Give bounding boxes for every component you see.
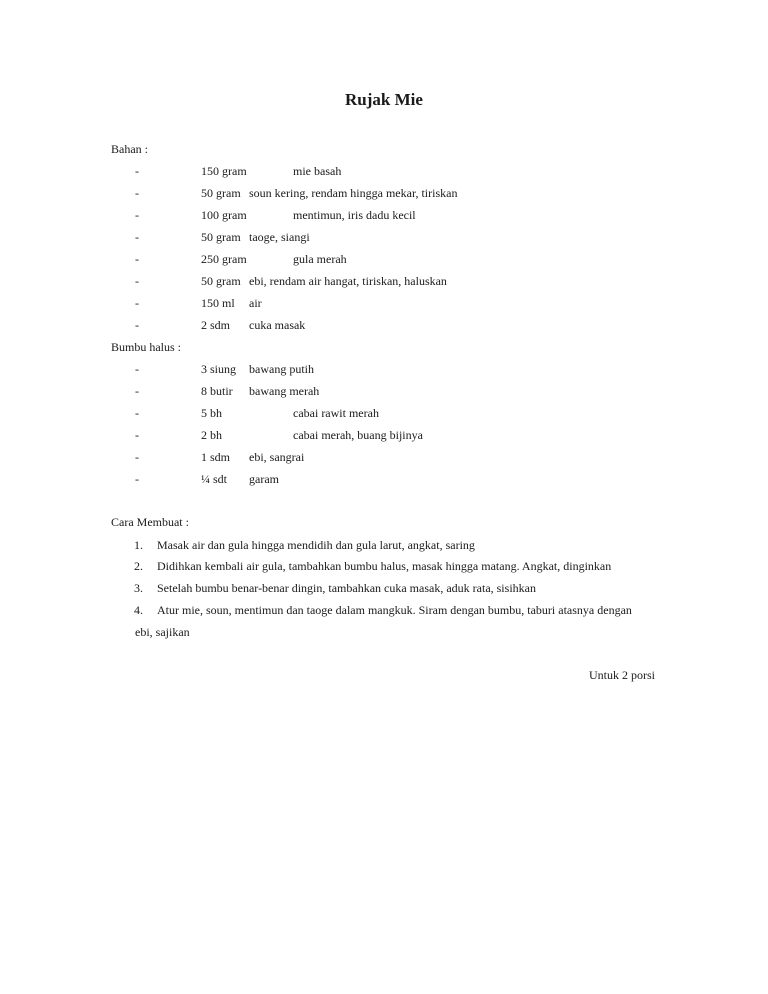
bahan-row <box>0 164 768 180</box>
bumbu-row <box>0 472 768 488</box>
bullet: - <box>135 384 139 398</box>
quantity: 50 gram <box>201 274 241 288</box>
bullet: - <box>135 472 139 486</box>
bumbu-label: Bumbu halus : <box>111 340 182 354</box>
bullet: - <box>135 252 139 266</box>
step-number: 1. <box>134 538 143 552</box>
bullet: - <box>135 208 139 222</box>
quantity: 250 gram <box>201 252 247 266</box>
step-text: Masak air dan gula hingga mendidih dan gula larut, angkat, saring <box>157 538 475 552</box>
quantity: 1 sdm <box>201 450 231 464</box>
bullet: - <box>135 164 139 178</box>
ingredient: taoge, siangi <box>249 230 310 244</box>
ingredient: cabai rawit merah <box>293 406 379 420</box>
bullet: - <box>135 274 139 288</box>
ingredient: mentimun, iris dadu kecil <box>293 208 416 222</box>
step-text: Didihkan kembali air gula, tambahkan bumbu halus, masak hingga matang. Angkat, dinginkan <box>157 559 612 573</box>
bullet: - <box>135 318 139 332</box>
cara-label: Cara Membuat : <box>111 515 189 529</box>
bahan-row <box>0 318 768 334</box>
bahan-row <box>0 252 768 268</box>
step-text-continuation: ebi, sajikan <box>135 625 190 639</box>
quantity: ¼ sdt <box>201 472 228 486</box>
quantity: 50 gram <box>201 230 241 244</box>
bullet: - <box>135 296 139 310</box>
bumbu-row <box>0 450 768 466</box>
quantity: 150 gram <box>201 164 247 178</box>
step-number: 3. <box>134 581 143 595</box>
bumbu-row <box>0 362 768 378</box>
bullet: - <box>135 450 139 464</box>
bahan-row <box>0 230 768 246</box>
bumbu-row <box>0 384 768 400</box>
ingredient: soun kering, rendam hingga mekar, tiriskan <box>249 186 458 200</box>
step-number: 4. <box>134 603 143 617</box>
ingredient: bawang putih <box>249 362 314 376</box>
serving-yield: Untuk 2 porsi <box>589 668 655 682</box>
bahan-row <box>0 274 768 290</box>
page-title: Rujak Mie <box>345 90 423 109</box>
quantity: 2 bh <box>201 428 222 442</box>
quantity: 150 ml <box>201 296 235 310</box>
ingredient: gula merah <box>293 252 347 266</box>
bahan-row <box>0 186 768 202</box>
bahan-row <box>0 208 768 224</box>
bullet: - <box>135 362 139 376</box>
bahan-label: Bahan : <box>111 142 148 156</box>
ingredient: ebi, rendam air hangat, tiriskan, haluskan <box>249 274 447 288</box>
bullet: - <box>135 186 139 200</box>
step-number: 2. <box>134 559 143 573</box>
quantity: 3 siung <box>201 362 237 376</box>
bullet: - <box>135 406 139 420</box>
quantity: 100 gram <box>201 208 247 222</box>
ingredient: garam <box>249 472 279 486</box>
ingredient: mie basah <box>293 164 342 178</box>
ingredient: cuka masak <box>249 318 306 332</box>
step-text: Setelah bumbu benar-benar dingin, tambahkan cuka masak, aduk rata, sisihkan <box>157 581 536 595</box>
ingredient: bawang merah <box>249 384 320 398</box>
quantity: 8 butir <box>201 384 233 398</box>
bumbu-row <box>0 428 768 444</box>
quantity: 5 bh <box>201 406 222 420</box>
quantity: 2 sdm <box>201 318 231 332</box>
ingredient: cabai merah, buang bijinya <box>293 428 423 442</box>
step-text: Atur mie, soun, mentimun dan taoge dalam mangkuk. Siram dengan bumbu, taburi atasnya dengan <box>157 603 632 617</box>
bullet: - <box>135 230 139 244</box>
bullet: - <box>135 428 139 442</box>
ingredient: ebi, sangrai <box>249 450 305 464</box>
bumbu-row <box>0 406 768 422</box>
quantity: 50 gram <box>201 186 241 200</box>
bahan-row <box>0 296 768 312</box>
ingredient: air <box>249 296 262 310</box>
